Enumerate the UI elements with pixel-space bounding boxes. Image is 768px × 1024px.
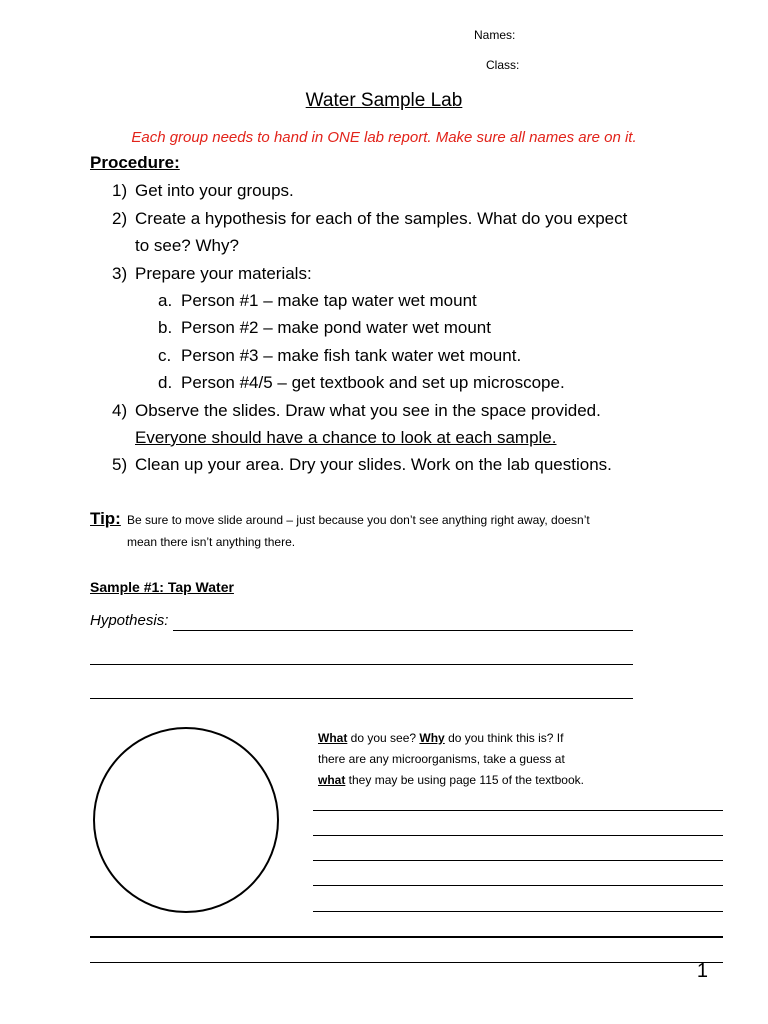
step-4-text: Observe the slides. Draw what you see in the space provided. [135,401,601,420]
procedure-list [0,177,768,477]
page-number: 1 [696,960,708,982]
step-3-number: 3) [112,264,128,283]
question-line-1 [318,728,658,749]
substep-b-letter: b. [158,318,173,337]
names-label: Names: [474,28,516,42]
substep-d-text: Person #4/5 – get textbook and set up microscope. [181,373,565,392]
tip-label: Tip: [90,509,121,528]
procedure-heading: Procedure: [90,153,180,172]
substep-c-text: Person #3 – make fish tank water wet mount. [181,346,522,365]
hypothesis-line-2[interactable] [90,664,633,665]
step-2-number: 2) [112,209,128,228]
answer-line-3[interactable] [313,860,723,861]
substep-b-text: Person #2 – make pond water wet mount [181,318,491,337]
answer-line-7[interactable] [90,962,723,963]
step-5-text: Clean up your area. Dry your slides. Work on the lab questions. [135,455,612,474]
instruction-note: Each group needs to hand in ONE lab report. Make sure all names are on it. [131,129,637,146]
tip-line-1: Be sure to move slide around – just because you don’t see anything right away, doesn’t [127,513,590,527]
step-5-number: 5) [112,455,128,474]
answer-line-2[interactable] [313,835,723,836]
question-what: What [318,731,348,745]
substep-d-letter: d. [158,373,173,392]
question-text-2: do you think this is? If [444,731,564,745]
drawing-circle[interactable] [93,727,279,913]
answer-line-4[interactable] [313,885,723,886]
step-2-text: Create a hypothesis for each of the samples. What do you expect [135,209,628,228]
hypothesis-line-1[interactable] [173,630,633,631]
step-4-text-cont: Everyone should have a chance to look at each sample. [135,428,557,447]
question-text-3: they may be using page 115 of the textbook. [345,773,584,787]
hypothesis-line-3[interactable] [90,698,633,699]
question-text-1: do you see? [347,731,420,745]
step-1-text: Get into your groups. [135,181,294,200]
page-title: Water Sample Lab [305,90,463,111]
tip-line-2: mean there isn’t anything there. [127,535,296,549]
observation-question [318,728,658,791]
question-line-2: there are any microorganisms, take a guess at [318,752,565,766]
question-why: Why [419,731,445,745]
hypothesis-label: Hypothesis: [90,612,169,629]
substep-a-text: Person #1 – make tap water wet mount [181,291,477,310]
question-line-3 [318,770,658,791]
answer-line-5[interactable] [313,911,723,912]
step-3-text: Prepare your materials: [135,264,312,283]
substep-c-letter: c. [158,346,172,365]
answer-line-6[interactable] [90,936,723,938]
substep-a-letter: a. [158,291,173,310]
answer-line-1[interactable] [313,810,723,811]
step-4-number: 4) [112,401,128,420]
sample-1-heading: Sample #1: Tap Water [90,579,234,595]
step-1-number: 1) [112,181,128,200]
question-what-2: what [318,773,346,787]
step-2-text-cont: to see? Why? [135,236,239,255]
class-label: Class: [486,58,520,72]
